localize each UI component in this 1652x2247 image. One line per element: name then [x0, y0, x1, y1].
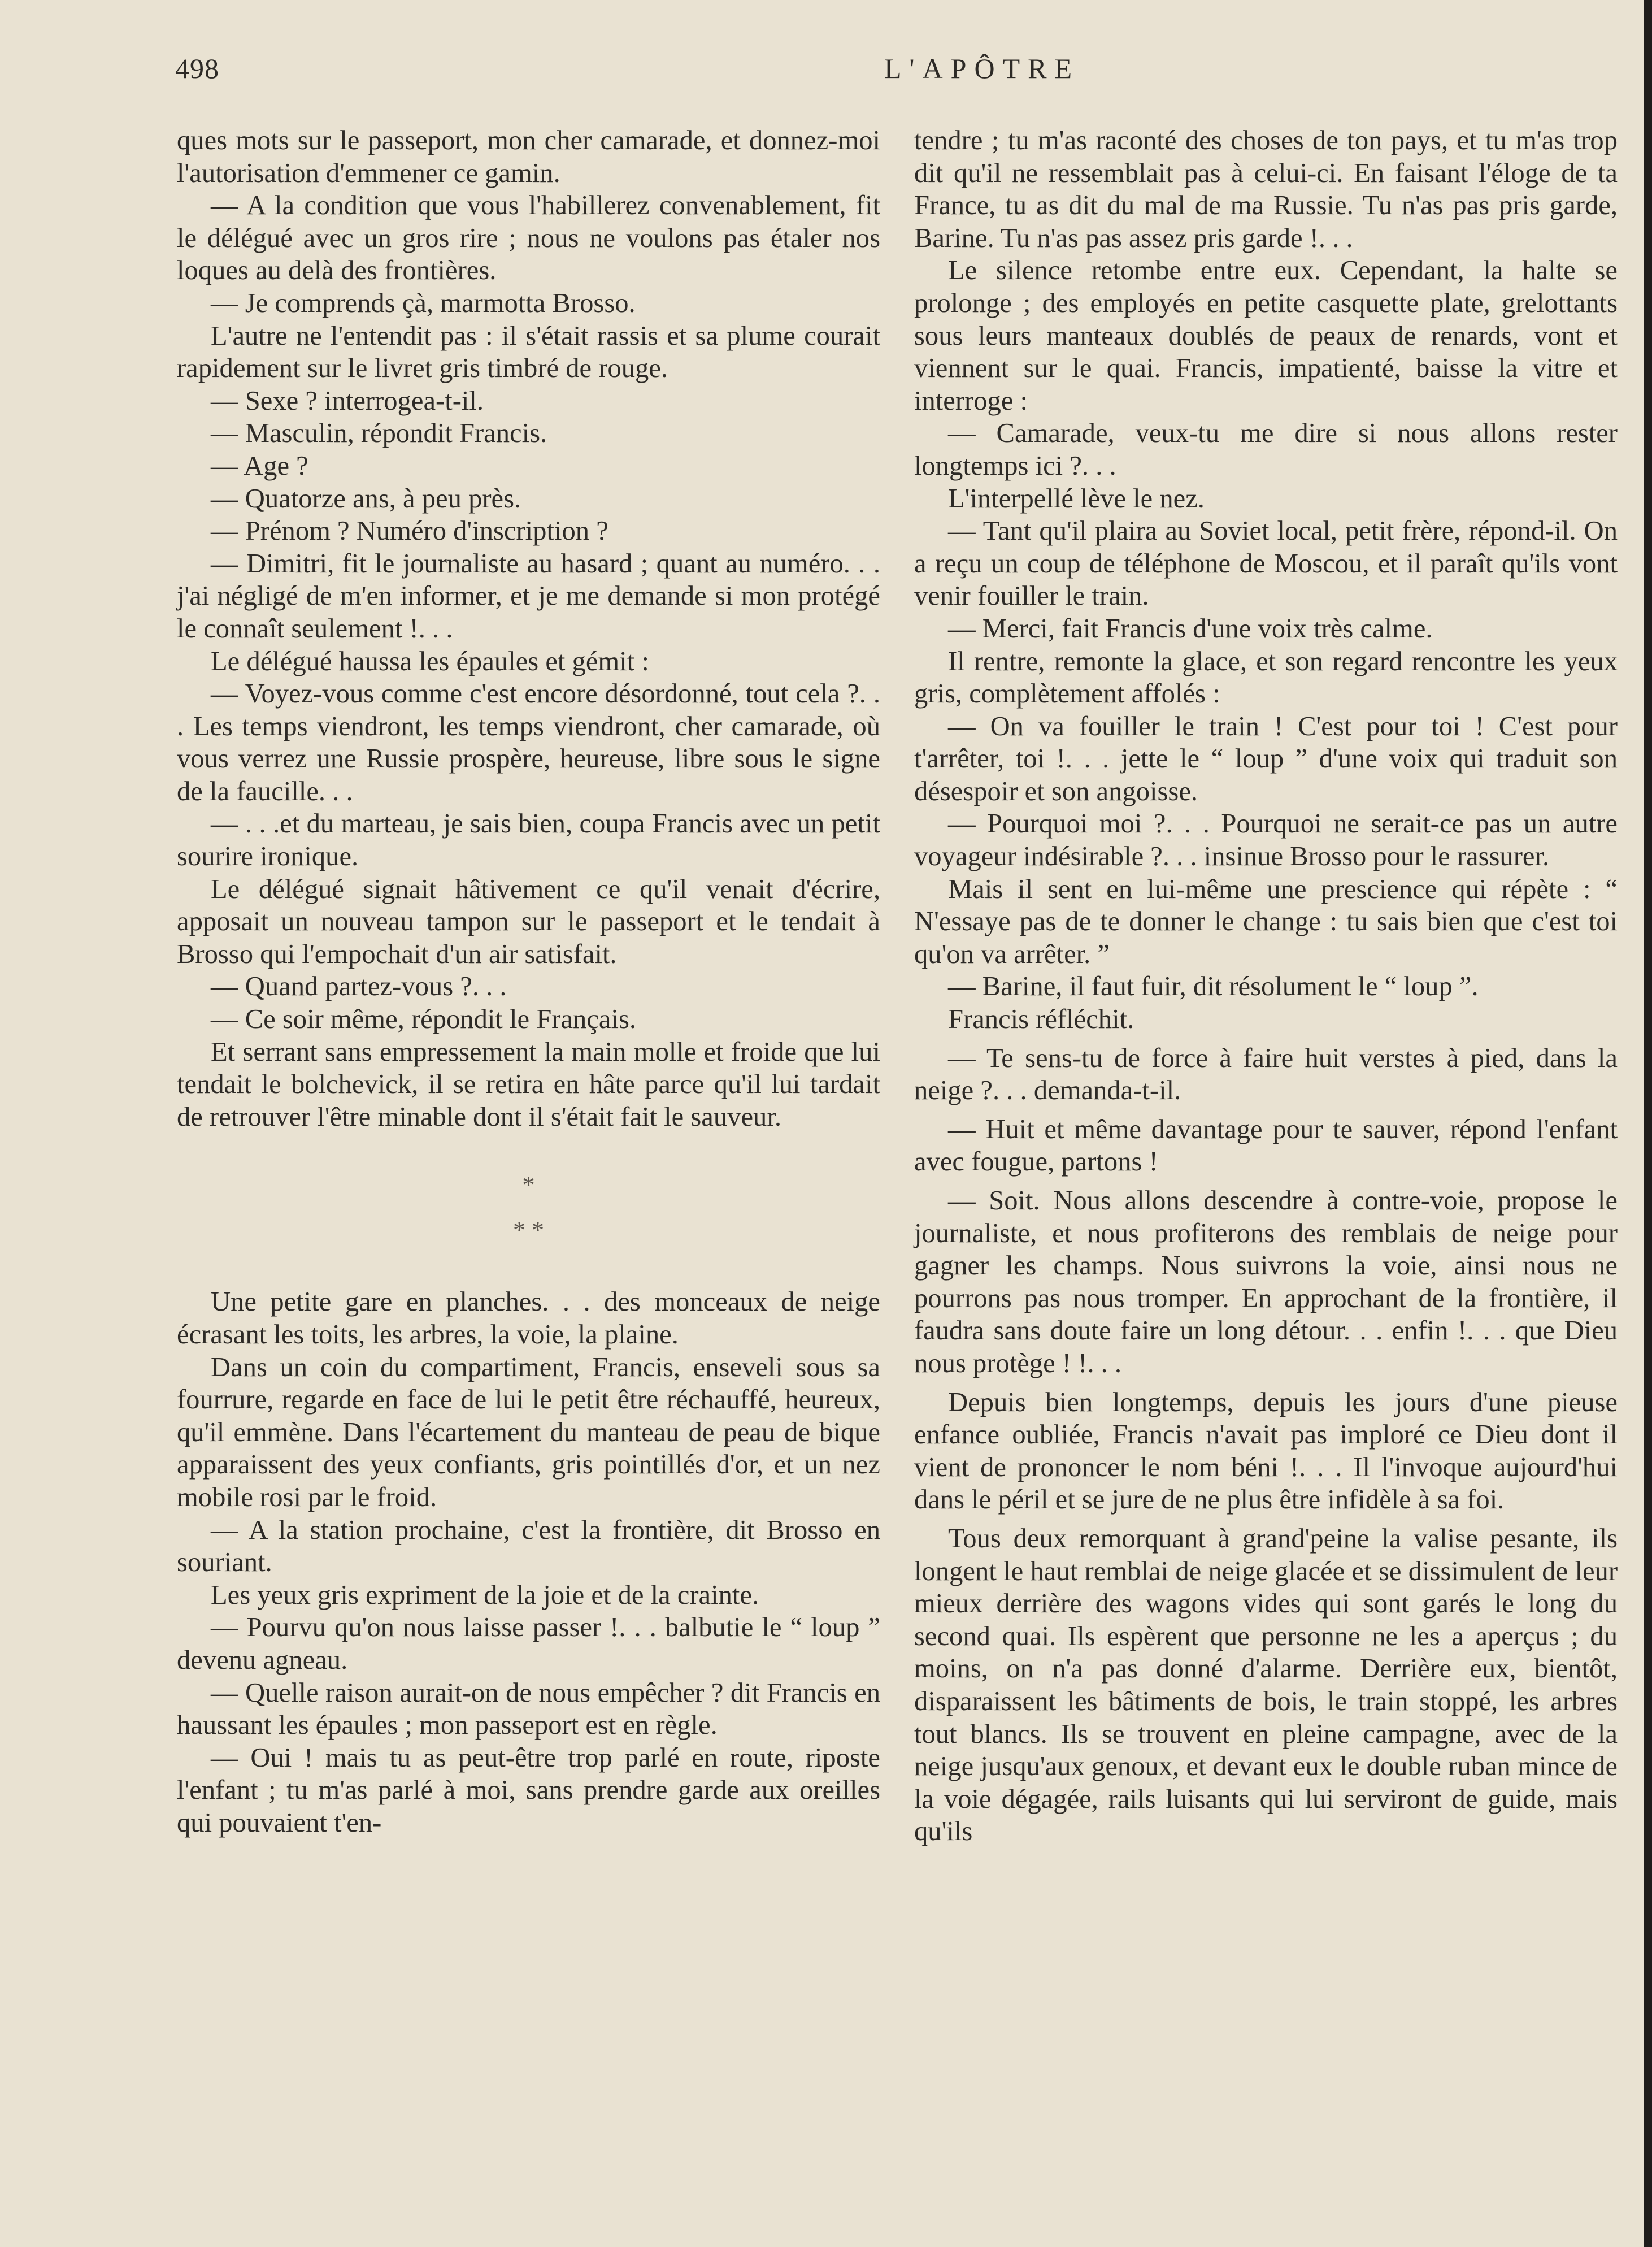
- paragraph: — Tant qu'il plaira au Soviet local, petit frère, répond-il. On a reçu un coup de téléphone de Moscou, et il paraît qu'ils vont venir fouiller le train.: [914, 515, 1618, 611]
- paragraph: — Pourquoi moi ?. . . Pourquoi ne serait-ce pas un autre voyageur indésirable ?. . . insinue Brosso pour le rassurer.: [914, 808, 1618, 872]
- paragraph: — Ce soir même, répondit le Français.: [211, 1004, 637, 1035]
- paragraph: — Quand partez-vous ?. . .: [211, 971, 507, 1002]
- paragraph: — Barine, il faut fuir, dit résolument le “ loup ”.: [948, 971, 1479, 1002]
- right-column: [914, 124, 1618, 1848]
- paragraph: Dans un coin du compartiment, Francis, enseveli sous sa fourrure, regarde en face de lui le petit être réchauffé, heureux, qu'il emmène. Dans l'écartement du manteau de peau de bique apparaissent des yeux confiants, gris pointillés d'or, et un nez mobile rosi par le froid.: [177, 1351, 880, 1512]
- paragraph: — Oui ! mais tu as peut-être trop parlé en route, riposte l'enfant ; tu m'as parlé à moi, sans prendre garde aux oreilles qui pouvaient t'en-: [177, 1742, 880, 1838]
- paragraph: — Voyez-vous comme c'est encore désordonné, tout cela ?. . . Les temps viendront, les temps viendront, cher camarade, où vous verrez une Russie prospère, heureuse, libre sous le signe de la faucille. . .: [177, 678, 880, 806]
- paragraph: Et serrant sans empressement la main molle et froide que lui tendait le bolchevick, il se retira en hâte parce qu'il lui tardait de retrouver l'être minable dont il s'était fait le sauveur.: [177, 1036, 880, 1132]
- paragraph: — Soit. Nous allons descendre à contre-voie, propose le journaliste, et nous profiterons des remblais de neige pour gagner les champs. Nous suivrons la voie, ainsi nous ne pourrons pas nous tromper. En approchant de la frontière, il faudra sans doute faire un long détour. . . enfin !. . . que Dieu nous protège ! !. . .: [914, 1185, 1618, 1378]
- section-separator: [177, 1162, 880, 1253]
- paragraph: — Camarade, veux-tu me dire si nous allons rester longtemps ici ?. . .: [914, 418, 1618, 481]
- paragraph: — Quatorze ans, à peu près.: [211, 483, 521, 514]
- paragraph: — Merci, fait Francis d'une voix très calme.: [948, 613, 1433, 644]
- page-edge-shadow: [1644, 0, 1652, 2247]
- paragraph: — On va fouiller le train ! C'est pour toi ! C'est pour t'arrêter, toi !. . . jette le “ loup ” d'une voix qui traduit son désespoir et son angoisse.: [914, 710, 1618, 806]
- paragraph: Tous deux remorquant à grand'peine la valise pesante, ils longent le haut remblai de neige glacée et se dissimulent de leur mieux derrière des wagons vides qui sont garés le long du second quai. Ils espèrent que personne ne les a aperçus ; du moins, on n'a pas donné d'alarme. Derrière eux, bientôt, disparaissent les bâtiments de bois, le train stoppé, les arbres tout blancs. Ils se trouvent en pleine campagne, avec de la neige jusqu'aux genoux, et devant eux le double ruban mince de la voie dégagée, rails luisants qui lui serviront de guide, mais qu'ils: [914, 1522, 1618, 1847]
- page-header: [169, 52, 1616, 97]
- page-number: 498: [175, 53, 219, 84]
- paragraph: — Huit et même davantage pour te sauver, répond l'enfant avec fougue, partons !: [914, 1113, 1618, 1177]
- paragraph: — Je comprends çà, marmotta Brosso.: [211, 287, 636, 318]
- paragraph: — A la condition que vous l'habillerez convenablement, fit le délégué avec un gros rire ; nous ne voulons pas étaler nos loques au delà des frontières.: [177, 190, 880, 286]
- paragraph: — Pourvu qu'on nous laisse passer !. . . balbutie le “ loup ” devenu agneau.: [177, 1612, 880, 1675]
- paragraph: tendre ; tu m'as raconté des choses de ton pays, et tu m'as trop dit qu'il ne ressemblait pas à celui-ci. En faisant l'éloge de ta France, tu as dit du mal de ma Russie. Tu n'as pas pris garde, Barine. Tu n'as pas assez pris garde !. . .: [914, 125, 1618, 253]
- paragraph: — . . .et du marteau, je sais bien, coupa Francis avec un petit sourire ironique.: [177, 808, 880, 872]
- paragraph: — Age ?: [211, 450, 308, 481]
- paragraph: Depuis bien longtemps, depuis les jours d'une pieuse enfance oubliée, Francis n'avait pas imploré ce Dieu dont il vient de prononcer le nom béni !. . . Il l'invoque aujourd'hui dans le péril et se jure de ne plus être infidèle à sa foi.: [914, 1386, 1618, 1515]
- left-column: [177, 124, 880, 1840]
- running-title: L'APÔTRE: [884, 53, 1080, 84]
- paragraph: — Masculin, répondit Francis.: [211, 418, 547, 449]
- asterisk-bottom: * *: [513, 1216, 544, 1244]
- paragraph: Il rentre, remonte la glace, et son regard rencontre les yeux gris, complètement affolés :: [914, 645, 1618, 709]
- paragraph: — A la station prochaine, c'est la frontière, dit Brosso en souriant.: [177, 1514, 880, 1578]
- paragraph: — Quelle raison aurait-on de nous empêcher ? dit Francis en haussant les épaules ; mon passeport est en règle.: [177, 1677, 880, 1741]
- paragraph: Mais il sent en lui-même une prescience qui répète : “ N'essaye pas de te donner le change : tu sais bien que c'est toi qu'on va arrêter. ”: [914, 873, 1618, 969]
- paragraph: — Sexe ? interrogea-t-il.: [211, 385, 484, 416]
- paragraph: Le délégué haussa les épaules et gémit :: [211, 645, 649, 676]
- paragraph: — Prénom ? Numéro d'inscription ?: [211, 515, 608, 546]
- paragraph: ques mots sur le passeport, mon cher camarade, et donnez-moi l'autorisation d'emmener ce gamin.: [177, 125, 880, 188]
- paragraph: Le délégué signait hâtivement ce qu'il venait d'écrire, apposait un nouveau tampon sur le passeport et le tendait à Brosso qui l'empochait d'un air satisfait.: [177, 873, 880, 969]
- paragraph: L'autre ne l'entendit pas : il s'était rassis et sa plume courait rapidement sur le livret gris timbré de rouge.: [177, 320, 880, 384]
- paragraph: — Te sens-tu de force à faire huit verstes à pied, dans la neige ?. . . demanda-t-il.: [914, 1042, 1618, 1106]
- asterisk-top: *: [522, 1171, 535, 1199]
- paragraph: — Dimitri, fit le journaliste au hasard ; quant au numéro. . . j'ai négligé de m'en informer, et je me demande si mon protégé le connaît seulement !. . .: [177, 548, 880, 644]
- paragraph: Le silence retombe entre eux. Cependant, la halte se prolonge ; des employés en petite casquette plate, grelottants sous leurs manteaux doublés de peaux de renards, vont et viennent sur le quai. Francis, impatienté, baisse la vitre et interroge :: [914, 255, 1618, 416]
- paragraph: Les yeux gris expriment de la joie et de la crainte.: [211, 1579, 759, 1610]
- paragraph: L'interpellé lève le nez.: [948, 483, 1205, 514]
- paragraph: Francis réfléchit.: [948, 1004, 1134, 1035]
- paragraph: Une petite gare en planches. . . des monceaux de neige écrasant les toits, les arbres, la voie, la plaine.: [177, 1286, 880, 1350]
